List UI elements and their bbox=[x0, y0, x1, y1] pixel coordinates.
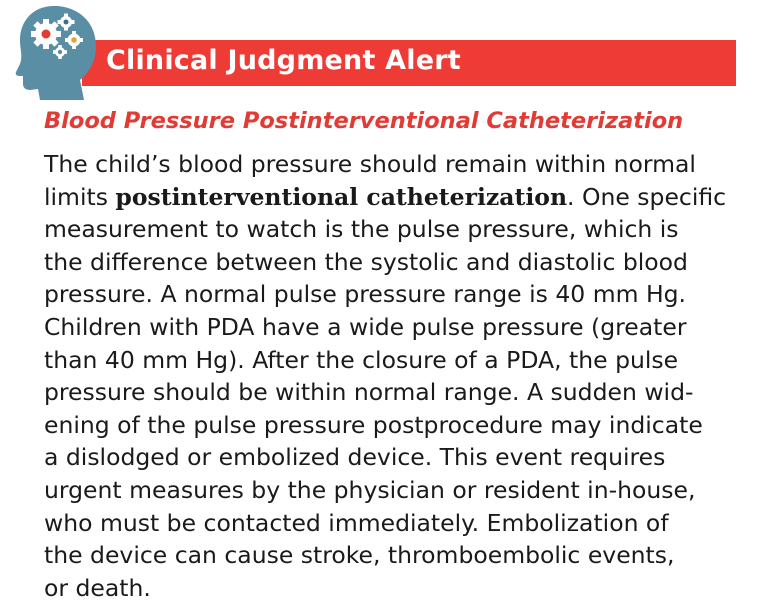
body-line: a dislodged or embolized device. This event requires bbox=[44, 443, 666, 472]
head-with-gears-icon bbox=[14, 2, 98, 100]
body-line: Children with PDA have a wide pulse pressure (greater bbox=[44, 312, 687, 341]
body-line: pressure should be within normal range. A sudden wid- bbox=[44, 378, 694, 407]
body-line-tail: . One specific bbox=[567, 182, 727, 211]
body-line: or death. bbox=[44, 573, 151, 602]
alert-banner bbox=[82, 40, 736, 86]
body-line: The child’s blood pressure should remain within normal bbox=[44, 150, 696, 178]
body-line: ening of the pulse pressure postprocedure may indicate bbox=[44, 410, 703, 439]
body-line: measurement to watch is the pulse pressure, which is bbox=[44, 215, 679, 244]
alert-body bbox=[44, 148, 744, 604]
body-line: the device can cause stroke, thromboembolic events, bbox=[44, 541, 675, 570]
body-line-with-emphasis bbox=[44, 181, 744, 214]
body-line: who must be contacted immediately. Embolization of bbox=[44, 508, 669, 537]
body-line: pressure. A normal pulse pressure range is 40 mm Hg. bbox=[44, 280, 687, 309]
body-line: than 40 mm Hg). After the closure of a PDA, the pulse bbox=[44, 345, 679, 374]
body-line: urgent measures by the physician or resident in-house, bbox=[44, 475, 696, 504]
banner-title: Clinical Judgment Alert bbox=[106, 45, 461, 76]
body-line-start: limits bbox=[44, 182, 116, 211]
alert-subtitle: Blood Pressure Postinterventional Catheterization bbox=[44, 108, 684, 134]
body-line: the difference between the systolic and diastolic blood bbox=[44, 247, 688, 276]
emphasis-term: postinterventional catheterization bbox=[115, 182, 568, 211]
